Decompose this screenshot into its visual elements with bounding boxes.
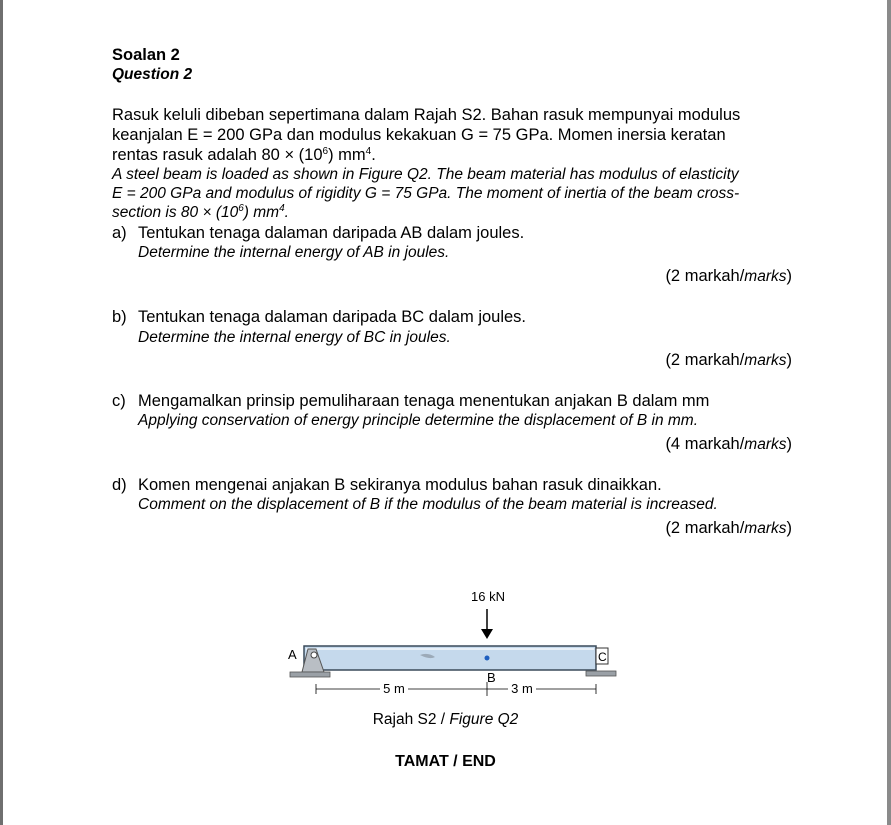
support-a-base — [290, 672, 330, 677]
part-c-marks: (4 markah/marks) — [665, 435, 792, 453]
viewer-left-edge — [0, 0, 3, 825]
heading-question: Question 2 — [112, 66, 193, 83]
dimension-ab-label: 5 m — [383, 681, 405, 696]
point-b-label: B — [487, 670, 496, 685]
part-b-marks: (2 markah/marks) — [665, 351, 792, 369]
intro-malay-line3: rentas rasuk adalah $80 \times (10^6)$ $mm^4$. — [112, 146, 376, 164]
part-a-malay: Tentukan tenaga dalaman daripada AB dalam joules. — [138, 224, 525, 242]
part-d-label: d) — [112, 476, 127, 494]
load-arrow-head — [481, 629, 493, 639]
point-a-label: A — [288, 647, 297, 662]
part-b-malay: Tentukan tenaga dalaman daripada BC dalam joules. — [138, 308, 527, 326]
part-c-malay: Mengamalkan prinsip pemuliharaan tenaga menentukan anjakan B dalam mm — [138, 392, 710, 410]
intro-english-line2: E = 200 GPa and modulus of rigidity G = 75 GPa. The moment of inertia of the beam cross- — [112, 185, 740, 202]
part-a-english: Determine the internal energy of AB in joules. — [138, 244, 450, 261]
viewer-scrollbar[interactable] — [887, 0, 891, 825]
part-a-label: a) — [112, 224, 127, 242]
part-a-marks: (2 markah/marks) — [665, 267, 792, 285]
figure-caption: Rajah S2 / Figure Q2 — [372, 711, 519, 728]
support-c-base — [586, 671, 616, 676]
intro-english-line3: section is $80 \times (10^6)$ $mm^4$. — [112, 203, 289, 221]
intro-english-line1: A steel beam is loaded as shown in Figure Q2. The beam material has modulus of elasticity — [112, 166, 739, 183]
load-label: 16 kN — [471, 589, 505, 604]
part-c-label: c) — [112, 392, 126, 410]
dimension-bc-label: 3 m — [511, 681, 533, 696]
part-b-label: b) — [112, 308, 127, 326]
heading-soalan: Soalan 2 — [112, 46, 180, 64]
part-d-english: Comment on the displacement of B if the modulus of the beam material is increased. — [138, 496, 718, 513]
footer-end: TAMAT / END — [395, 753, 496, 770]
beam-figure — [280, 585, 620, 705]
part-d-marks: (2 markah/marks) — [665, 519, 792, 537]
intro-malay-line2: keanjalan E = 200 GPa dan modulus kekakuan G = 75 GPa. Momen inersia keratan — [112, 126, 726, 144]
support-a-pin-joint — [311, 652, 317, 658]
part-d-malay: Komen mengenai anjakan B sekiranya modulus bahan rasuk dinaikkan. — [138, 476, 662, 494]
point-c-label: C — [598, 650, 607, 664]
part-c-english: Applying conservation of energy principle determine the displacement of B in mm. — [138, 412, 699, 429]
part-b-english: Determine the internal energy of BC in joules. — [138, 329, 451, 346]
point-b-dot — [485, 656, 490, 661]
intro-malay-line1: Rasuk keluli dibeban sepertimana dalam Rajah S2. Bahan rasuk mempunyai modulus — [112, 106, 741, 124]
